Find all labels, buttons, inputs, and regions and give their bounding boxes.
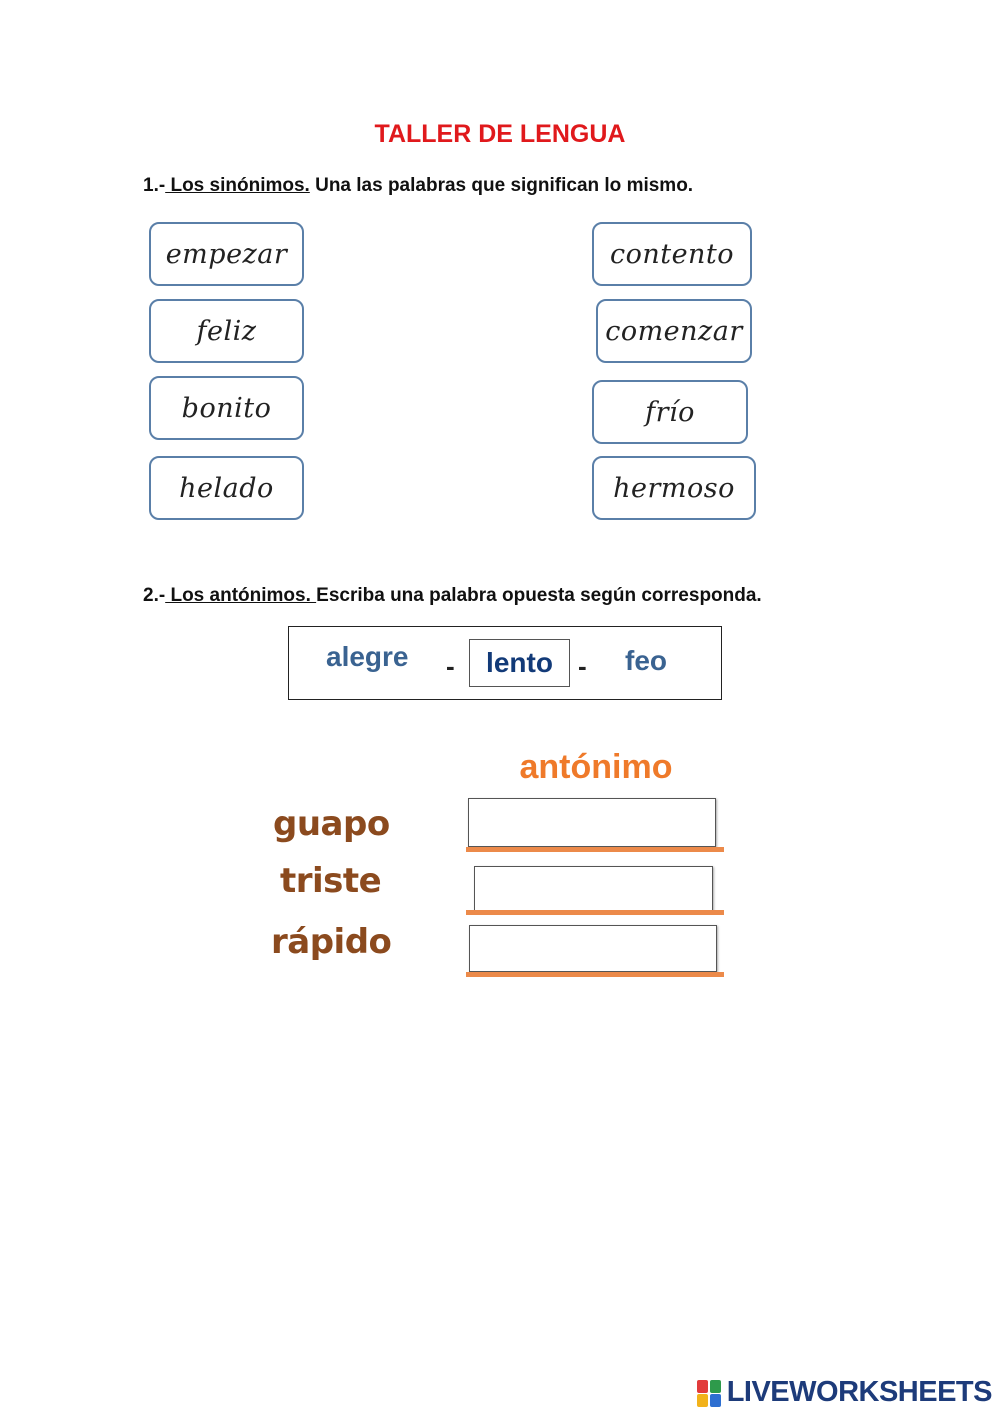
antonym-column-header: antónimo [519, 748, 673, 786]
question-2-heading [143, 585, 762, 607]
synonym-card-left-1[interactable]: empezar [149, 222, 304, 286]
antonym-example-box [288, 626, 722, 700]
synonym-card-left-2[interactable]: feliz [149, 299, 304, 363]
brand-footer [697, 1376, 992, 1409]
question-1-instruction: Una las palabras que significan lo mismo. [309, 175, 694, 196]
example-dash-right: - [578, 651, 587, 681]
synonym-card-right-1[interactable]: contento [592, 222, 752, 286]
antonym-underline-1 [466, 847, 724, 852]
synonym-card-right-4[interactable]: hermoso [592, 456, 756, 520]
antonym-word-3: rápido [271, 922, 392, 962]
example-dash-left: - [446, 651, 455, 681]
synonym-card-right-3[interactable]: frío [592, 380, 748, 444]
synonym-card-left-4[interactable]: helado [149, 456, 304, 520]
example-answer: lento [469, 639, 570, 687]
question-2-number: 2.- [143, 585, 166, 606]
antonym-input-1[interactable] [468, 798, 716, 847]
synonym-card-left-3[interactable]: bonito [149, 376, 304, 440]
antonym-input-2[interactable] [474, 866, 713, 912]
antonym-word-1: guapo [273, 804, 390, 844]
question-1-heading [143, 175, 693, 197]
antonym-input-3[interactable] [469, 925, 717, 972]
question-1-topic: Los sinónimos. [165, 175, 310, 196]
example-word-left: alegre [326, 641, 409, 672]
antonym-word-2: triste [280, 861, 382, 901]
liveworksheets-logo-icon [697, 1378, 723, 1408]
question-2-topic: Los antónimos. [165, 585, 317, 606]
example-word-right: feo [625, 645, 667, 676]
antonym-underline-2 [466, 910, 724, 915]
question-1-number: 1.- [143, 175, 166, 196]
synonym-card-right-2[interactable]: comenzar [596, 299, 752, 363]
antonym-underline-3 [466, 972, 724, 977]
question-2-instruction: Escriba una palabra opuesta según corresponda. [316, 585, 762, 606]
worksheet-title: TALLER DE LENGUA [374, 120, 626, 148]
brand-name: LIVEWORKSHEETS [726, 1376, 992, 1408]
